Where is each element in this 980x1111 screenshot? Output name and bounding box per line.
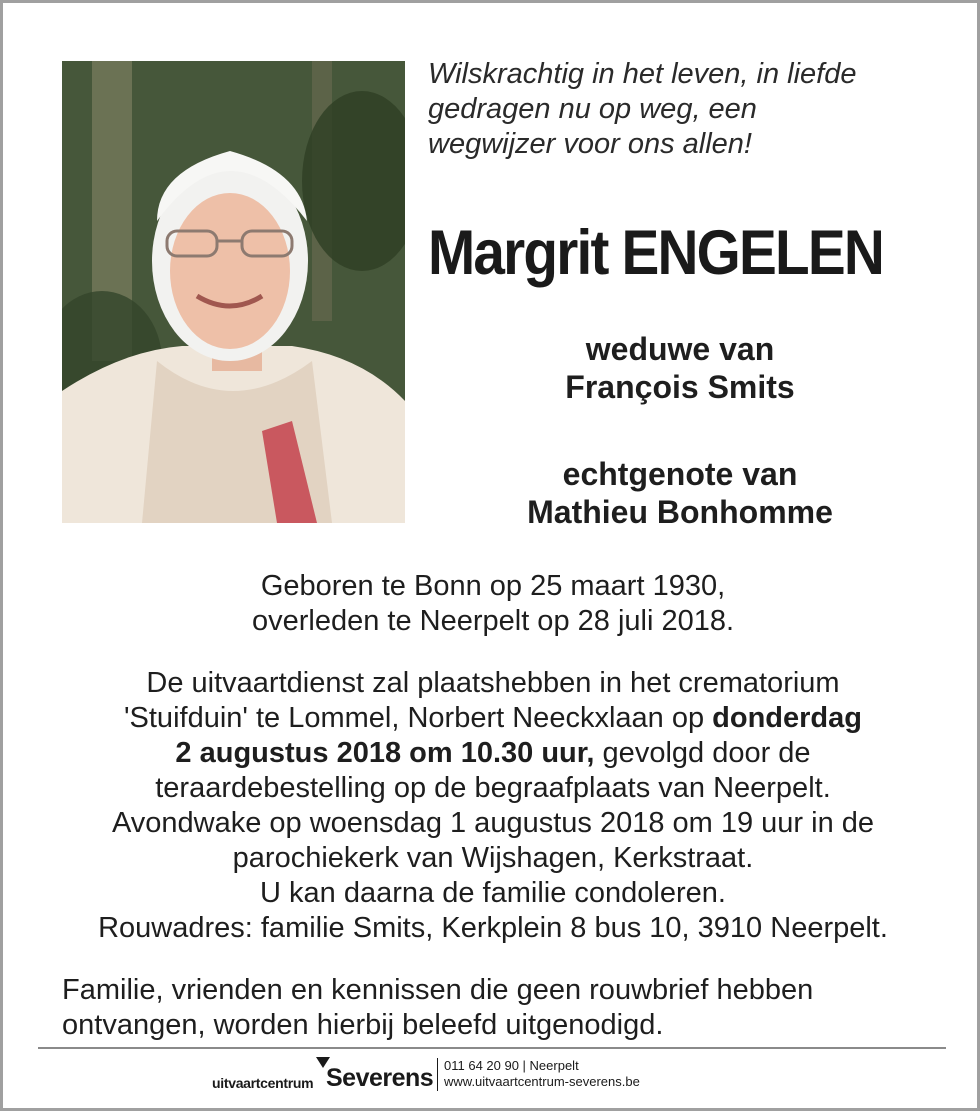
service-line: teraardebestelling op de begraafplaats van Neerpelt. [155,772,831,804]
funeral-service-details [23,666,963,946]
birth-line: Geboren te Bonn op 25 maart 1930, [260,570,726,602]
quote-line: gedragen nu op weg, een [428,93,757,125]
vigil-line: Avondwake op woensdag 1 augustus 2018 om 19 uur in de [111,807,875,839]
footer-divider [38,1047,946,1049]
service-day: donderdag [712,702,862,734]
contact-info [444,1058,640,1090]
service-line [23,701,963,736]
relation-label: weduwe van [585,331,775,367]
relation-spouse [405,455,955,531]
mourning-address: Rouwadres: familie Smits, Kerkplein 8 bus 10, 3910 Neerpelt. [98,912,888,944]
invitation-line: ontvangen, worden hierbij beleefd uitgenodigd. [62,1009,664,1041]
relation-spouse-name: François Smits [565,369,795,405]
condolence-line: U kan daarna de familie condoleren. [260,877,726,909]
relation-widow [405,330,955,406]
website-link[interactable]: www.uitvaartcentrum-severens.be [444,1074,640,1089]
service-followup-text: gevolgd door de [594,737,811,769]
brand-prefix: uitvaartcentrum [212,1075,314,1091]
relation-label: echtgenote van [562,456,798,492]
quote-line: wegwijzer voor ons allen! [428,128,752,160]
footer-separator [437,1058,438,1091]
invitation-text [62,973,942,1043]
phone-location: 011 64 20 90 | Neerpelt [444,1058,579,1073]
quote-line: Wilskrachtig in het leven, in liefde [428,58,857,90]
service-line [23,736,963,771]
service-line: De uitvaartdienst zal plaatshebben in het crematorium [146,667,840,699]
portrait-photo [62,61,405,523]
relation-spouse-name: Mathieu Bonhomme [527,494,833,530]
deceased-name: Margrit ENGELEN [428,218,884,288]
portrait-illustration [62,61,405,523]
invitation-line: Familie, vrienden en kennissen die geen rouwbrief hebben [62,974,814,1006]
service-date-time: 2 augustus 2018 om 10.30 uur, [175,737,595,769]
death-line: overleden te Neerpelt op 28 juli 2018. [251,605,735,637]
birth-death-dates [23,569,963,639]
brand-name: Severens [326,1064,434,1092]
service-location-text: 'Stuifduin' te Lommel, Norbert Neeckxlaan op [124,702,713,734]
vigil-location-line: parochiekerk van Wijshagen, Kerkstraat. [232,842,754,874]
funeral-home-footer [3,1053,977,1103]
memorial-quote [428,57,948,162]
